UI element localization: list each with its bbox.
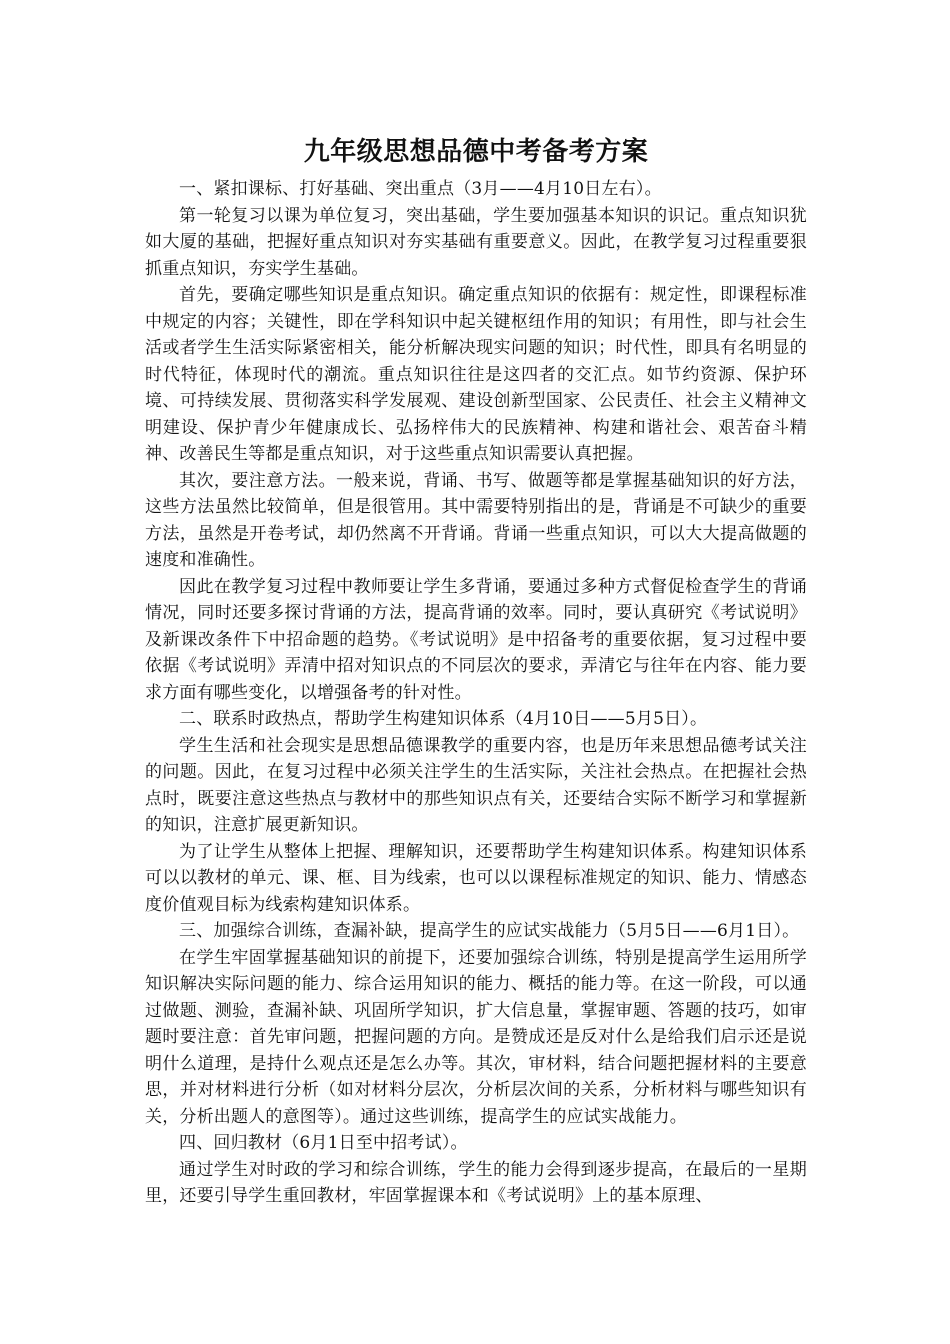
section-heading-1: 一、紧扣课标、打好基础、突出重点（3月——4月10日左右）。 — [179, 179, 662, 199]
body-paragraph: 其次，要注意方法。一般来说，背诵、书写、做题等都是掌握基础知识的好方法，这些方法虽然比较简单，但是很管用。其中需要特别指出的是，背诵是不可缺少的重要方法，虽然是开卷考试，却仍然离不开背诵。背诵一些重点知识，可以大大提高做题的速度和准确性。 — [145, 470, 807, 570]
body-paragraph: 在学生牢固掌握基础知识的前提下，还要加强综合训练，特别是提高学生运用所学知识解决实际问题的能力、综合运用知识的能力、概括的能力等。在这一阶段，可以通过做题、测验，查漏补缺、巩固所学知识，扩大信息量，掌握审题、答题的技巧，如审题时要注意：首先审问题，把握问题的方向。是赞成还是反对什么是给我们启示还是说明什么道理，是持什么观点还是怎么办等。其次，审材料，结合问题把握材料的主要意思，并对材料进行分析（如对材料分层次，分析层次间的关系，分析材料与哪些知识有关，分析出题人的意图等）。通过这些训练，提高学生的应试实战能力。 — [145, 947, 807, 1127]
body-paragraph: 学生生活和社会现实是思想品德课教学的重要内容，也是历年来思想品德考试关注的问题。因此，在复习过程中必须关注学生的生活实际，关注社会热点。在把握社会热点时，既要注意这些热点与教材中的那些知识点有关，还要结合实际不断学习和掌握新的知识，注意扩展更新知识。 — [145, 735, 807, 835]
section-heading-2: 二、联系时政热点，帮助学生构建知识体系（4月10日——5月5日）。 — [179, 709, 708, 729]
body-paragraph: 首先，要确定哪些知识是重点知识。确定重点知识的依据有：规定性，即课程标准中规定的内容；关键性，即在学科知识中起关键枢纽作用的知识；有用性，即与社会生活或者学生生活实际紧密相关，能分析解决现实问题的知识；时代性，即具有名明显的时代特征，体现时代的潮流。重点知识往往是这四者的交汇点。如节约资源、保护环境、可持续发展、贯彻落实科学发展观、建设创新型国家、公民责任、社会主义精神文明建设、保护青少年健康成长、弘扬梓伟大的民族精神、构建和谐社会、艰苦奋斗精神、改善民生等都是重点知识，对于这些重点知识需要认真把握。 — [145, 285, 807, 464]
document-page — [145, 130, 807, 1210]
document-title: 九年级思想品德中考备考方案 — [303, 137, 649, 167]
body-paragraph: 为了让学生从整体上把握、理解知识，还要帮助学生构建知识体系。构建知识体系可以以教材的单元、课、框、目为线索，也可以以课程标准规定的知识、能力、情感态度价值观目标为线索构建知识体系。 — [145, 841, 807, 915]
section-heading-3: 三、加强综合训练，查漏补缺，提高学生的应试实战能力（5月5日——6月1日）。 — [179, 921, 800, 941]
body-paragraph: 通过学生对时政的学习和综合训练，学生的能力会得到逐步提高，在最后的一星期里，还要引导学生重回教材，牢固掌握课本和《考试说明》上的基本原理、 — [145, 1159, 807, 1206]
body-paragraph: 因此在教学复习过程中教师要让学生多背诵，要通过多种方式督促检查学生的背诵情况，同时还要多探讨背诵的方法，提高背诵的效率。同时，要认真研究《考试说明》及新课改条件下中招命题的趋势。《考试说明》是中招备考的重要依据，复习过程中要依据《考试说明》弄清中招对知识点的不同层次的要求，弄清它与往年在内容、能力要求方面有哪些变化，以增强备考的针对性。 — [145, 576, 807, 703]
body-paragraph: 第一轮复习以课为单位复习，突出基础，学生要加强基本知识的识记。重点知识犹如大厦的基础，把握好重点知识对夯实基础有重要意义。因此，在教学复习过程重要狠抓重点知识，夯实学生基础。 — [145, 205, 807, 279]
section-heading-4: 四、回归教材（6月1日至中招考试）。 — [179, 1133, 468, 1153]
